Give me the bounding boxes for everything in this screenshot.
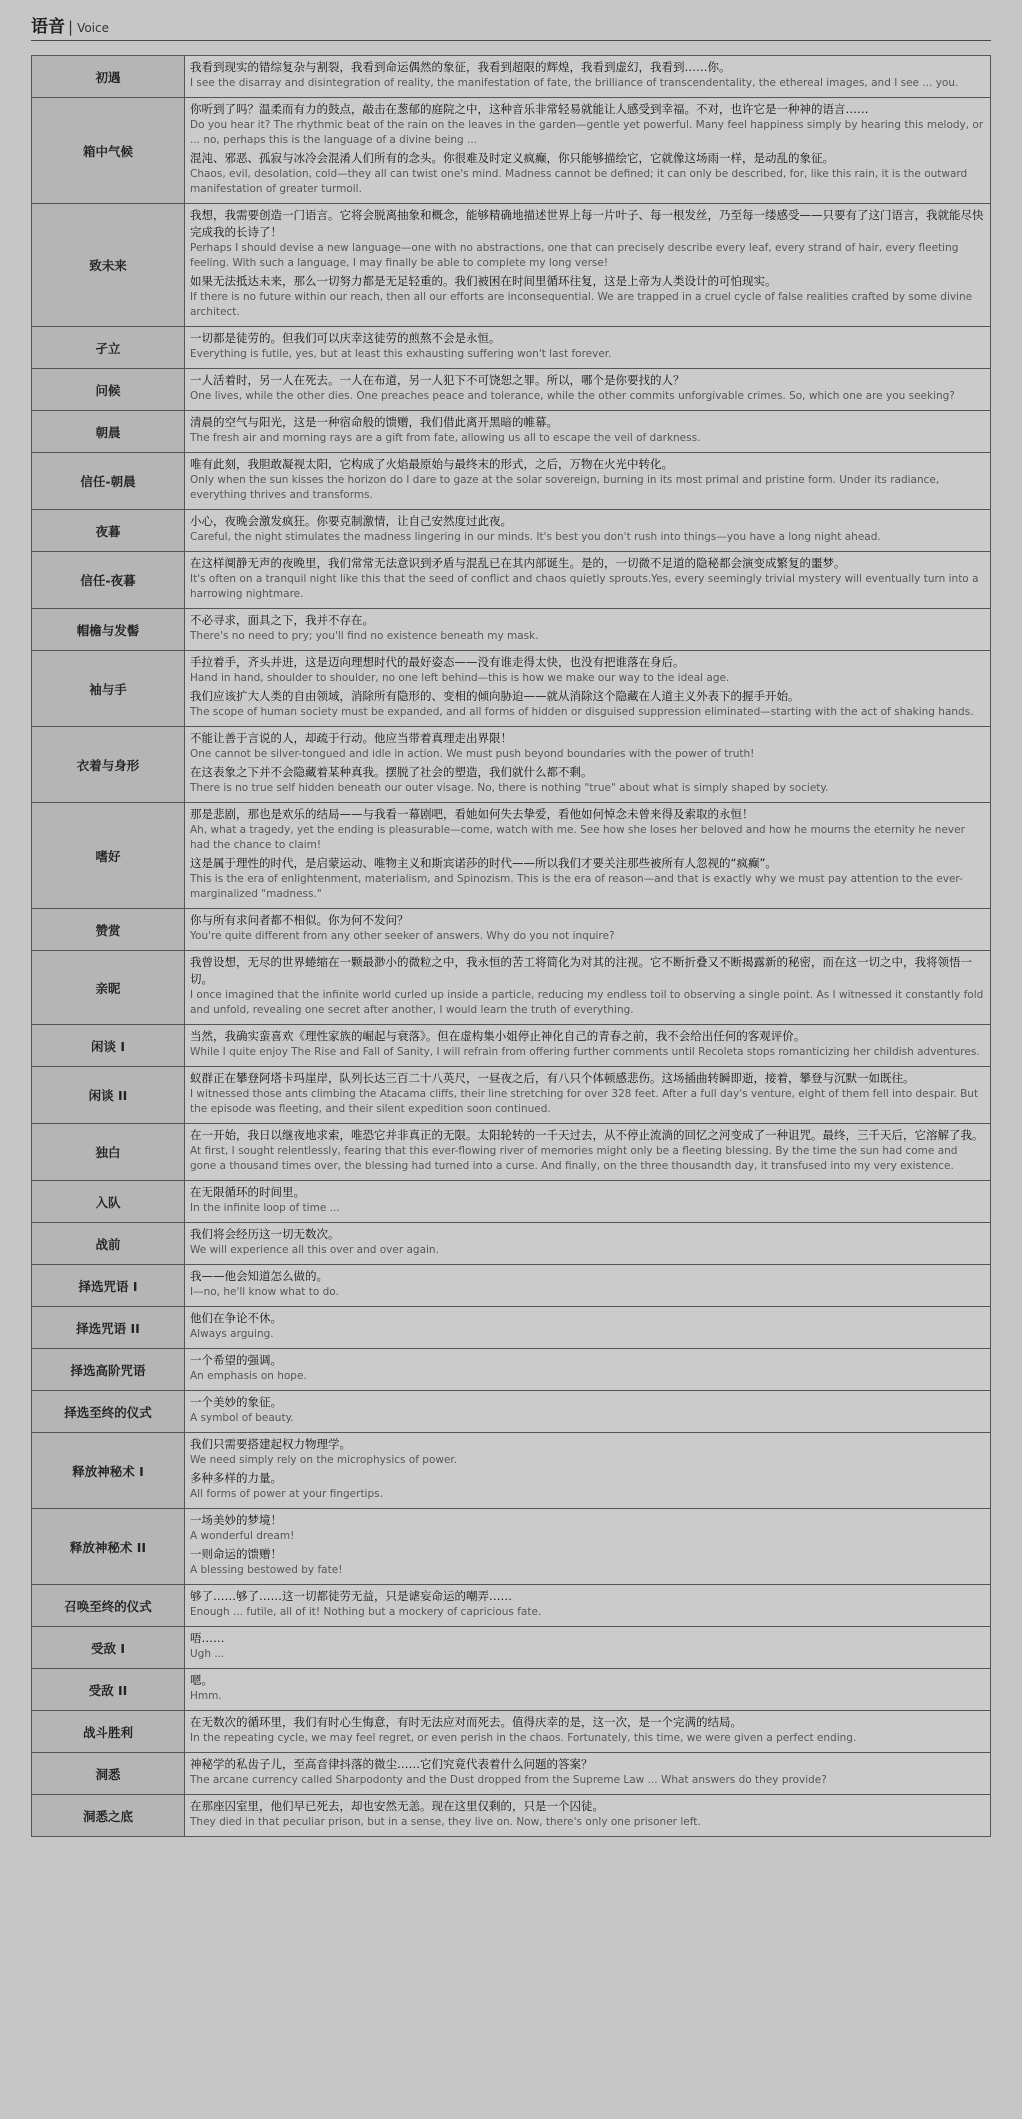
voice-line-zh: 一个希望的强调。 (190, 1353, 282, 1367)
voice-line-zh: 蚁群正在攀登阿塔卡玛崖岸，队列长达三百二十八英尺，一昼夜之后，有八只个体顿感悲伤。这场插曲转瞬即逝，接着，攀登与沉默一如既往。 (190, 1071, 915, 1085)
voice-line-zh: 一人活着时，另一人在死去。一人在布道，另一人犯下不可饶恕之罪。所以，哪个是你要找的人？ (190, 373, 685, 387)
voice-line-zh: 我想，我需要创造一门语言。它将会脱离抽象和概念，能够精确地描述世界上每一片叶子、每一根发丝，乃至每一缕感受——只要有了这门语言，我就能尽快完成我的长诗了！ (190, 208, 984, 239)
voice-line-en: While I quite enjoy The Rise and Fall of Sanity, I will refrain from offering further comments until Recoleta stops romanticizing her childish adventures. (190, 1046, 980, 1058)
voice-content (185, 803, 991, 909)
voice-row (32, 727, 991, 803)
voice-line-en: Perhaps I should devise a new language—one with no abstractions, one that can precisely describe every leaf, every strand of hair, every fleeting feeling. With such a language, I may finally be able to complete my long verse! (190, 242, 959, 269)
voice-line-en: We need simply rely on the microphysics of power. (190, 1454, 458, 1466)
voice-label: 信任-夜暮 (32, 552, 185, 609)
voice-line-zh: 你与所有求问者都不相似。你为何不发问？ (190, 913, 409, 927)
voice-row (32, 951, 991, 1025)
voice-line-en: Enough ... futile, all of it! Nothing but a mockery of capricious fate. (190, 1606, 542, 1618)
voice-content (185, 369, 991, 411)
voice-line-zh: 在这样阒静无声的夜晚里，我们常常无法意识到矛盾与混乱已在其内部诞生。是的，一切微不足道的隐秘都会演变成繁复的噩梦。 (190, 556, 846, 570)
voice-row (32, 1753, 991, 1795)
voice-label: 夜暮 (32, 510, 185, 552)
voice-row (32, 1795, 991, 1837)
voice-table (31, 55, 991, 1837)
voice-content (185, 56, 991, 98)
voice-line-zh: 我们将会经历这一切无数次。 (190, 1227, 340, 1241)
section-title-en: Voice (77, 21, 109, 35)
voice-row (32, 411, 991, 453)
voice-line-zh: 够了……够了……这一切都徒劳无益，只是谑妄命运的嘲弄…… (190, 1589, 512, 1603)
voice-line-zh: 我曾设想，无尽的世界蜷缩在一颗最渺小的微粒之中，我永恒的苦工将简化为对其的注视。它不断折叠又不断揭露新的秘密，而在这一切之中，我将领悟一切。 (190, 955, 972, 986)
voice-line-en: I witnessed those ants climbing the Atacama cliffs, their line stretching for over 328 feet. After a full day's venture, eight of them fell into despair. But the episode was fleeting, and their silent expedition soon continued. (190, 1088, 979, 1115)
voice-row (32, 803, 991, 909)
voice-label: 初遇 (32, 56, 185, 98)
voice-row (32, 1509, 991, 1585)
voice-row (32, 1025, 991, 1067)
voice-label: 受敌 I (32, 1627, 185, 1669)
voice-line-zh: 嗯。 (190, 1673, 213, 1687)
voice-label: 择选咒语 II (32, 1307, 185, 1349)
voice-line-en: Hmm. (190, 1690, 222, 1702)
voice-line-zh: 他们在争论不休。 (190, 1311, 282, 1325)
voice-line-en: They died in that peculiar prison, but in a sense, they live on. Now, there's only one prisoner left. (190, 1816, 701, 1828)
voice-label: 孑立 (32, 327, 185, 369)
voice-label: 择选咒语 I (32, 1265, 185, 1307)
voice-line-en: There is no true self hidden beneath our outer visage. No, there is nothing "true" about what is simply shaped by society. (190, 782, 829, 794)
voice-content (185, 1627, 991, 1669)
voice-line-en: Hand in hand, shoulder to shoulder, no one left behind—this is how we make our way to the ideal age. (190, 672, 730, 684)
voice-line-en: I once imagined that the infinite world curled up inside a particle, reducing my endless toil to observing a single point. As I witnessed it constantly fold and unfold, revealing one secret after another, I would learn the truth of everything. (190, 989, 984, 1016)
voice-line-en: The fresh air and morning rays are a gift from fate, allowing us all to escape the veil of darkness. (190, 432, 701, 444)
voice-label: 问候 (32, 369, 185, 411)
voice-row (32, 1585, 991, 1627)
voice-content (185, 1585, 991, 1627)
voice-line-zh: 如果无法抵达未来，那么一切努力都是无足轻重的。我们被困在时间里循环往复，这是上帝为人类设计的可怕现实。 (190, 274, 777, 288)
voice-line-en: One lives, while the other dies. One preaches peace and tolerance, while the other commits unforgivable crimes. So, which one are you seeking? (190, 390, 955, 402)
voice-row (32, 651, 991, 727)
voice-line-en: A symbol of beauty. (190, 1412, 294, 1424)
voice-row (32, 453, 991, 510)
voice-content (185, 1307, 991, 1349)
voice-line-en: There's no need to pry; you'll find no existence beneath my mask. (190, 630, 539, 642)
voice-label: 战前 (32, 1223, 185, 1265)
voice-label: 择选至终的仪式 (32, 1391, 185, 1433)
voice-line-zh: 在无限循环的时间里。 (190, 1185, 305, 1199)
voice-content (185, 1025, 991, 1067)
voice-label: 亲昵 (32, 951, 185, 1025)
voice-line-zh: 这是属于理性的时代，是启蒙运动、唯物主义和斯宾诺莎的时代——所以我们才要关注那些被所有人忽视的“疯癫”。 (190, 856, 777, 870)
voice-label: 择选高阶咒语 (32, 1349, 185, 1391)
voice-line-zh: 清晨的空气与阳光，这是一种宿命般的馈赠，我们借此离开黑暗的帷幕。 (190, 415, 558, 429)
voice-line-en: One cannot be silver-tongued and idle in action. We must push beyond boundaries with the power of truth! (190, 748, 755, 760)
voice-line-en: If there is no future within our reach, then all our efforts are inconsequential. We are trapped in a cruel cycle of false realities crafted by some divine architect. (190, 291, 973, 318)
voice-line-en: Do you hear it? The rhythmic beat of the rain on the leaves in the garden—gentle yet powerful. Many feel happiness simply by hearing this melody, or ... no, perhaps this is the language of a divine being ... (190, 119, 984, 146)
voice-content (185, 204, 991, 327)
voice-content (185, 327, 991, 369)
title-separator: | (68, 18, 74, 36)
voice-line-en: Always arguing. (190, 1328, 274, 1340)
voice-label: 朝晨 (32, 411, 185, 453)
voice-line-zh: 当然，我确实蛮喜欢《理性家族的崛起与衰落》。但在虚构集小姐停止神化自己的青春之前，我不会给出任何的客观评价。 (190, 1029, 806, 1043)
voice-line-zh: 在那座囚室里，他们早已死去，却也安然无恙。现在这里仅剩的，只是一个囚徒。 (190, 1799, 604, 1813)
voice-row (32, 1669, 991, 1711)
voice-label: 入队 (32, 1181, 185, 1223)
voice-content (185, 1124, 991, 1181)
voice-row (32, 510, 991, 552)
voice-label: 洞悉之底 (32, 1795, 185, 1837)
voice-label: 独白 (32, 1124, 185, 1181)
voice-line-zh: 那是悲剧，那也是欢乐的结局——与我看一幕剧吧，看她如何失去挚爱，看他如何悼念未曾来得及索取的永恒！ (190, 807, 754, 821)
voice-line-en: Ugh ... (190, 1648, 225, 1660)
voice-line-zh: 不能让善于言说的人，却疏于行动。他应当带着真理走出界限！ (190, 731, 512, 745)
voice-line-en: I see the disarray and disintegration of reality, the manifestation of fate, the brilliance of transcendentality, the ethereal images, and I see ... you. (190, 77, 959, 89)
voice-line-zh: 多种多样的力量。 (190, 1471, 282, 1485)
voice-line-zh: 唯有此刻，我胆敢凝视太阳，它构成了火焰最原始与最终末的形式，之后，万物在火光中转化。 (190, 457, 673, 471)
voice-label: 信任-朝晨 (32, 453, 185, 510)
voice-content (185, 1753, 991, 1795)
voice-label: 箱中气候 (32, 98, 185, 204)
voice-label: 释放神秘术 I (32, 1433, 185, 1509)
voice-label: 释放神秘术 II (32, 1509, 185, 1585)
voice-line-en: I—no, he'll know what to do. (190, 1286, 339, 1298)
voice-line-en: In the repeating cycle, we may feel regret, or even perish in the chaos. Fortunately, this time, we were given a perfect ending. (190, 1732, 857, 1744)
section-title-zh: 语音 (31, 17, 65, 37)
voice-line-en: This is the era of enlightenment, materialism, and Spinozism. This is the era of reason—and that is exactly why we must pay attention to the ever-marginalized "madness." (190, 873, 963, 900)
voice-line-en: An emphasis on hope. (190, 1370, 307, 1382)
voice-label: 赞赏 (32, 909, 185, 951)
voice-label: 袖与手 (32, 651, 185, 727)
voice-line-en: A blessing bestowed by fate! (190, 1564, 343, 1576)
voice-row (32, 1711, 991, 1753)
voice-label: 受敌 II (32, 1669, 185, 1711)
voice-line-en: At first, I sought relentlessly, fearing that this ever-flowing river of memories might only be a fleeting blessing. By the time the sun had come and gone a thousand times over, the blessing had turned into a curse. And finally, on the three thousandth day, it transfused into my very existence. (190, 1145, 958, 1172)
voice-row (32, 1181, 991, 1223)
voice-row (32, 1627, 991, 1669)
voice-line-zh: 我——他会知道怎么做的。 (190, 1269, 328, 1283)
voice-content (185, 1711, 991, 1753)
voice-label: 召唤至终的仪式 (32, 1585, 185, 1627)
voice-line-en: You're quite different from any other seeker of answers. Why do you not inquire? (190, 930, 615, 942)
voice-content (185, 727, 991, 803)
voice-content (185, 552, 991, 609)
voice-content (185, 510, 991, 552)
voice-row (32, 1067, 991, 1124)
voice-line-zh: 在无数次的循环里，我们有时心生悔意，有时无法应对而死去。值得庆幸的是，这一次，是一个完满的结局。 (190, 1715, 742, 1729)
voice-content (185, 609, 991, 651)
voice-row (32, 204, 991, 327)
voice-content (185, 1181, 991, 1223)
voice-content (185, 1067, 991, 1124)
voice-line-zh: 一则命运的馈赠！ (190, 1547, 282, 1561)
voice-line-zh: 唔…… (190, 1631, 225, 1645)
voice-line-en: It's often on a tranquil night like this that the seed of conflict and chaos quietly sprouts.Yes, every seemingly trivial mystery will eventually turn into a harrowing nightmare. (190, 573, 979, 600)
voice-row (32, 1124, 991, 1181)
voice-label: 帽檐与发髻 (32, 609, 185, 651)
voice-row (32, 552, 991, 609)
voice-line-zh: 神秘学的私齿子儿，至高音律抖落的微尘……它们究竟代表着什么问题的答案？ (190, 1757, 593, 1771)
voice-content (185, 1391, 991, 1433)
voice-line-en: In the infinite loop of time ... (190, 1202, 340, 1214)
voice-label: 嗜好 (32, 803, 185, 909)
voice-line-zh: 我们只需要搭建起权力物理学。 (190, 1437, 351, 1451)
voice-row (32, 609, 991, 651)
voice-content (185, 1433, 991, 1509)
voice-line-zh: 一场美妙的梦境！ (190, 1513, 282, 1527)
voice-line-en: Everything is futile, yes, but at least this exhausting suffering won't last forever. (190, 348, 612, 360)
voice-line-zh: 小心，夜晚会激发疯狂。你要克制激情，让自己安然度过此夜。 (190, 514, 512, 528)
voice-label: 闲谈 II (32, 1067, 185, 1124)
voice-row (32, 327, 991, 369)
voice-row (32, 1349, 991, 1391)
voice-content (185, 98, 991, 204)
voice-line-zh: 我们应该扩大人类的自由领域，消除所有隐形的、变相的倾向胁迫——就从消除这个隐藏在人道主义外表下的握手开始。 (190, 689, 800, 703)
voice-line-en: The scope of human society must be expanded, and all forms of hidden or disguised suppression eliminated—starting with the act of shaking hands. (190, 706, 974, 718)
voice-content (185, 1795, 991, 1837)
voice-line-en: A wonderful dream! (190, 1530, 295, 1542)
voice-content (185, 453, 991, 510)
voice-label: 闲谈 I (32, 1025, 185, 1067)
voice-line-zh: 一个美妙的象征。 (190, 1395, 282, 1409)
voice-content (185, 1265, 991, 1307)
voice-content (185, 909, 991, 951)
voice-line-en: Chaos, evil, desolation, cold—they all can twist one's mind. Madness cannot be defined; it can only be described, for, like this rain, it is the outward manifestation of greater turmoil. (190, 168, 968, 195)
voice-label: 衣着与身形 (32, 727, 185, 803)
voice-line-zh: 在一开始，我日以继夜地求索，唯恐它并非真正的无限。太阳轮转的一千天过去，从不停止流淌的回忆之河变成了一种诅咒。最终，三千天后，它溶解了我。 (190, 1128, 984, 1142)
voice-line-zh: 不必寻求，面具之下，我并不存在。 (190, 613, 374, 627)
voice-line-zh: 一切都是徒劳的。但我们可以庆幸这徒劳的煎熬不会是永恒。 (190, 331, 501, 345)
voice-label: 洞悉 (32, 1753, 185, 1795)
voice-line-en: The arcane currency called Sharpodonty and the Dust dropped from the Supreme Law ... What answers do they provide? (190, 1774, 827, 1786)
voice-content (185, 411, 991, 453)
voice-content (185, 651, 991, 727)
voice-content (185, 1223, 991, 1265)
voice-line-en: Only when the sun kisses the horizon do I dare to gaze at the solar sovereign, burning in its most primal and pristine form. Under its radiance, everything thrives and transforms. (190, 474, 940, 501)
voice-content (185, 1509, 991, 1585)
voice-content (185, 1349, 991, 1391)
voice-line-en: Careful, the night stimulates the madness lingering in our minds. It's best you don't rush into things—you have a long night ahead. (190, 531, 881, 543)
voice-line-zh: 手拉着手，齐头并进，这是迈向理想时代的最好姿态——没有谁走得太快，也没有把谁落在身后。 (190, 655, 685, 669)
voice-row (32, 56, 991, 98)
section-header (31, 8, 991, 41)
voice-row (32, 98, 991, 204)
voice-line-zh: 我看到现实的错综复杂与割裂，我看到命运偶然的象征，我看到超限的辉煌，我看到虚幻，我看到……你。 (190, 60, 731, 74)
voice-label: 战斗胜利 (32, 1711, 185, 1753)
voice-table-body (32, 56, 991, 1837)
voice-line-zh: 混沌、邪恶、孤寂与冰冷会混淆人们所有的念头。你很难及时定义疯癫，你只能够描绘它，它就像这场雨一样，是动乱的象征。 (190, 151, 834, 165)
voice-row (32, 1223, 991, 1265)
voice-line-zh: 你听到了吗？温柔而有力的鼓点，敲击在葱郁的庭院之中，这种音乐非常轻易就能让人感受到幸福。不对，也许它是一种神的语言…… (190, 102, 869, 116)
voice-row (32, 1265, 991, 1307)
voice-row (32, 909, 991, 951)
voice-content (185, 1669, 991, 1711)
voice-row (32, 1433, 991, 1509)
voice-label: 致未来 (32, 204, 185, 327)
voice-row (32, 1307, 991, 1349)
voice-content (185, 951, 991, 1025)
voice-row (32, 369, 991, 411)
voice-line-zh: 在这表象之下并不会隐藏着某种真我。摆脱了社会的塑造，我们就什么都不剩。 (190, 765, 593, 779)
voice-row (32, 1391, 991, 1433)
voice-line-en: Ah, what a tragedy, yet the ending is pleasurable—come, watch with me. See how she loses her beloved and how he mourns the eternity he never had the chance to claim! (190, 824, 965, 851)
voice-line-en: All forms of power at your fingertips. (190, 1488, 383, 1500)
voice-line-en: We will experience all this over and over again. (190, 1244, 439, 1256)
